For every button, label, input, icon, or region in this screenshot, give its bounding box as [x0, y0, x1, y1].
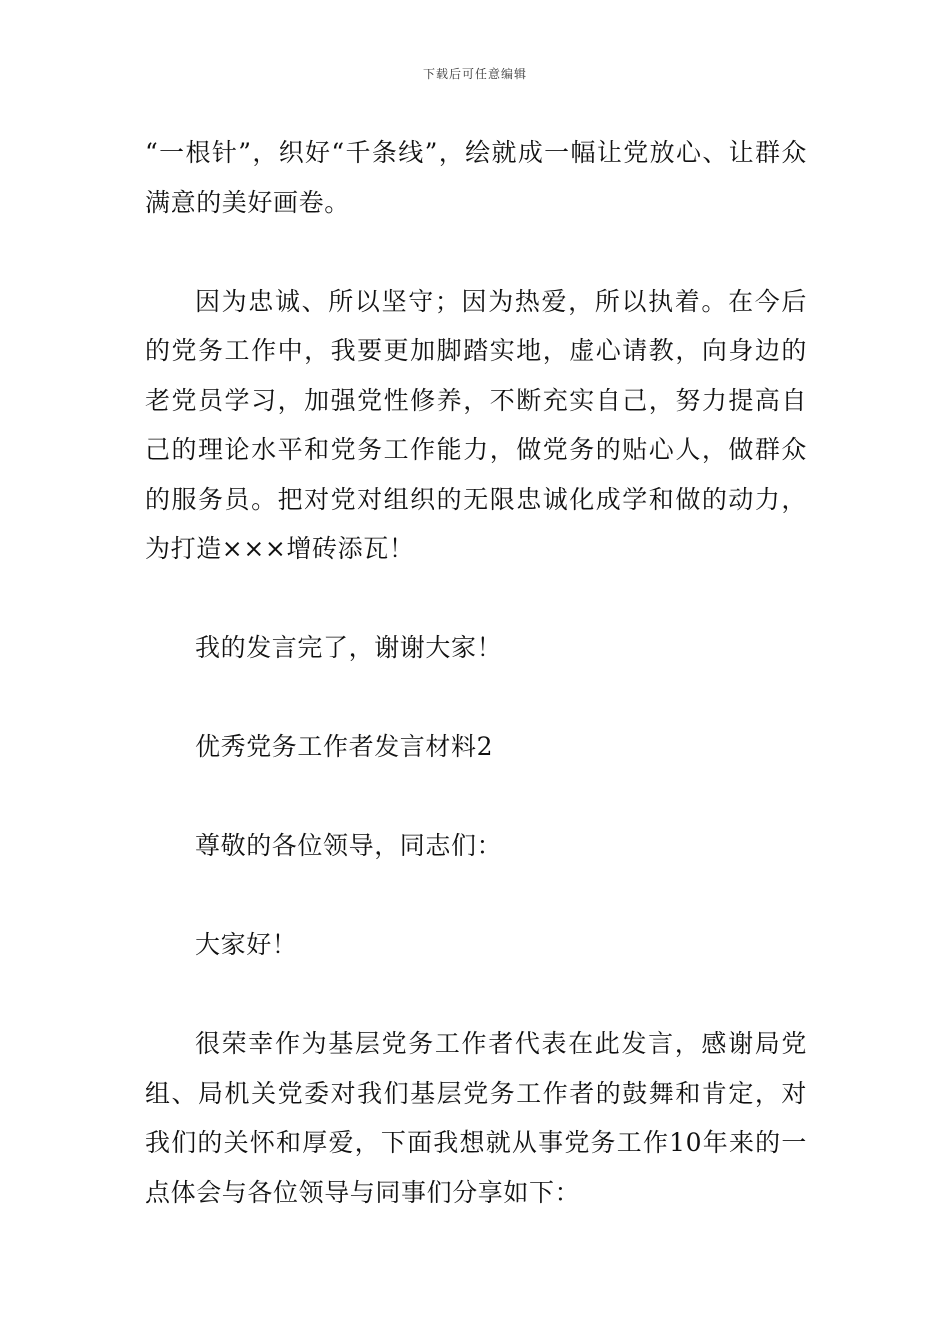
document-body — [145, 128, 807, 1217]
salutation: 尊敬的各位领导，同志们： — [195, 831, 503, 860]
paragraph-closing: 我的发言完了，谢谢大家！ — [195, 633, 503, 662]
paragraph-continuation: “一根针”，织好“千条线”，绘就成一幅让党放心、让群众满意的美好画卷。 — [145, 138, 807, 217]
header-note: 下载后可任意编辑 — [422, 67, 527, 81]
paragraph-loyalty: 因为忠诚、所以坚守；因为热爱，所以执着。在今后的党务工作中，我要更加脚踏实地，虚心请教，向身边的老党员学习，加强党性修养，不断充实自己，努力提高自己的理论水平和党务工作能力，做党务的贴心人，做群众的服务员。把对党对组织的无限忠诚化成学和做的动力，为打造×××增砖添瓦！ — [145, 286, 807, 563]
greeting: 大家好！ — [195, 930, 298, 959]
section-title: 优秀党务工作者发言材料2 — [195, 732, 494, 761]
paragraph-intro: 很荣幸作为基层党务工作者代表在此发言，感谢局党组、局机关党委对我们基层党务工作者的鼓舞和肯定，对我们的关怀和厚爱，下面我想就从事党务工作10年来的一点体会与各位领导与同事们分享如下： — [145, 1029, 807, 1207]
